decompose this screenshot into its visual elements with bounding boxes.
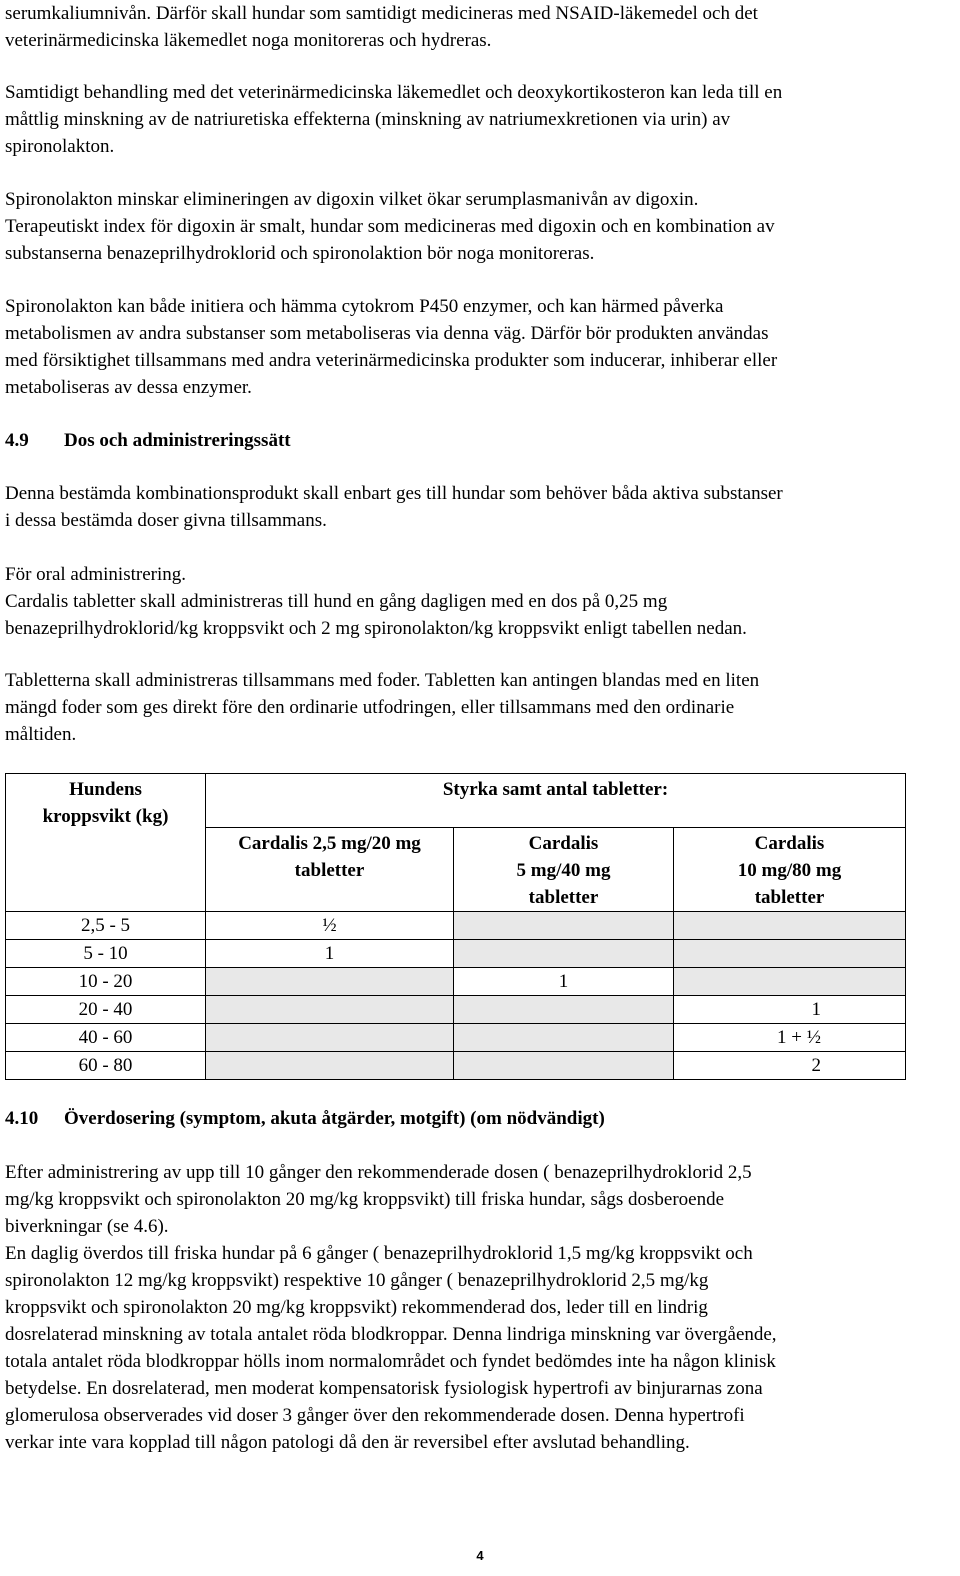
weight-header: Hundens kroppsvikt (kg) [6,774,206,912]
column-header-5mg: Cardalis 5 mg/40 mg tabletter [454,828,674,912]
dose-cell: 1 [674,996,906,1024]
paragraph-kombinationsprodukt: Denna bestämda kombinationsprodukt skall enbart ges till hundar som behöver båda aktiva substanser i dessa bestämda doser givna tillsammans. [5,483,783,531]
dose-cell: 1 [454,968,674,996]
section-title: Överdosering (symptom, akuta åtgärder, motgift) (om nödvändigt) [64,1108,605,1129]
section-heading-4-9 [5,427,291,454]
paragraph-nsaid: serumkaliumnivån. Därför skall hundar som samtidigt medicineras med NSAID-läkemedel och det veterinärmedicinska läkemedlet noga monitoreras och hydreras. [5,3,758,51]
dose-cell [206,1052,454,1080]
strength-header: Styrka samt antal tabletter: [206,774,906,828]
dose-cell [674,912,906,940]
dose-cell: ½ [206,912,454,940]
paragraph-overdosering: Efter administrering av upp till 10 gånger den rekommenderade dosen ( benazeprilhydroklorid 2,5 mg/kg kroppsvikt och spironolakton 20 mg/kg kroppsvikt) till friska hundar, sågs dosberoende biverkningar (se 4.6). En daglig överdos till friska hundar på 6 gånger ( benazeprilhydroklorid 1,5 mg/kg kroppsvikt och spironolakton 12 mg/kg kroppsvikt) respektive 10 gånger ( benazeprilhydroklorid 2,5 mg/kg kroppsvikt och spironolakton 20 mg/kg kroppsvikt) rekommenderad dos, leder till en lindrig dosrelaterad minskning av totala antalet röda blodkroppar. Denna lindriga minskning var övergående, totala antalet röda blodkroppar hölls inom normalområdet och fyndet bedömdes inte ha någon klinisk betydelse. En dosrelaterad, men moderat kompensatorisk fysiologisk hypertrofi av binjurarnas zona glomerulosa observerades vid doser 3 gånger över den rekommenderade dosen. Denna hypertrofi verkar inte vara kopplad till någon patologi då den är reversibel efter avslutad behandling. [5,1162,777,1453]
paragraph-oral-administrering: För oral administrering. Cardalis tabletter skall administreras till hund en gång dagligen med en dos på 0,25 mg benazeprilhydroklorid/kg kroppsvikt och 2 mg spironolakton/kg kroppsvikt enligt tabellen nedan. [5,564,747,639]
weight-cell: 10 - 20 [6,968,206,996]
dose-cell [454,1052,674,1080]
dose-cell [206,996,454,1024]
section-number: 4.9 [5,430,29,451]
weight-cell: 20 - 40 [6,996,206,1024]
dose-cell [206,1024,454,1052]
dose-cell: 2 [674,1052,906,1080]
weight-cell: 5 - 10 [6,940,206,968]
weight-cell: 2,5 - 5 [6,912,206,940]
column-header-10mg: Cardalis 10 mg/80 mg tabletter [674,828,906,912]
section-heading-4-10 [5,1105,605,1132]
column-header-2-5mg: Cardalis 2,5 mg/20 mg tabletter [206,828,454,912]
section-title: Dos och administreringssätt [64,430,291,451]
section-number: 4.10 [5,1108,39,1129]
dose-cell [674,940,906,968]
weight-cell: 60 - 80 [6,1052,206,1080]
dose-cell [674,968,906,996]
paragraph-foder: Tabletterna skall administreras tillsammans med foder. Tabletten kan antingen blandas med en liten mängd foder som ges direkt före den ordinarie utfodringen, eller tillsammans med den ordinarie måltiden. [5,670,760,745]
paragraph-cytokrom: Spironolakton kan både initiera och hämma cytokrom P450 enzymer, och kan härmed påverka metabolismen av andra substanser som metaboliseras via denna väg. Därför bör produkten användas med försiktighet tillsammans med andra veterinärmedicinska produkter som inducerar, inhiberar eller metaboliseras av dessa enzymer. [5,296,778,398]
paragraph-digoxin: Spironolakton minskar elimineringen av digoxin vilket ökar serumplasmanivån av digoxin. Terapeutiskt index för digoxin är smalt, hundar som medicineras med digoxin och en kombination av substanserna benazeprilhydroklorid och spironolaktion bör noga monitoreras. [5,189,775,264]
dose-cell: 1 [206,940,454,968]
table-row [6,1024,906,1052]
paragraph-deoxykortikosteron: Samtidigt behandling med det veterinärmedicinska läkemedlet och deoxykortikosteron kan leda till en måttlig minskning av de natriuretiska effekterna (minskning av natriumexkretionen via urin) av spironolakton. [5,82,783,157]
dose-cell [454,1024,674,1052]
table-row [6,968,906,996]
dosage-table [5,773,906,1080]
dose-cell [454,996,674,1024]
table-row [6,996,906,1024]
weight-cell: 40 - 60 [6,1024,206,1052]
dose-cell [454,940,674,968]
table-row [6,912,906,940]
page-number: 4 [476,1548,484,1563]
dose-cell: 1 + ½ [674,1024,906,1052]
table-row [6,940,906,968]
dose-cell [454,912,674,940]
dose-cell [206,968,454,996]
table-row [6,1052,906,1080]
